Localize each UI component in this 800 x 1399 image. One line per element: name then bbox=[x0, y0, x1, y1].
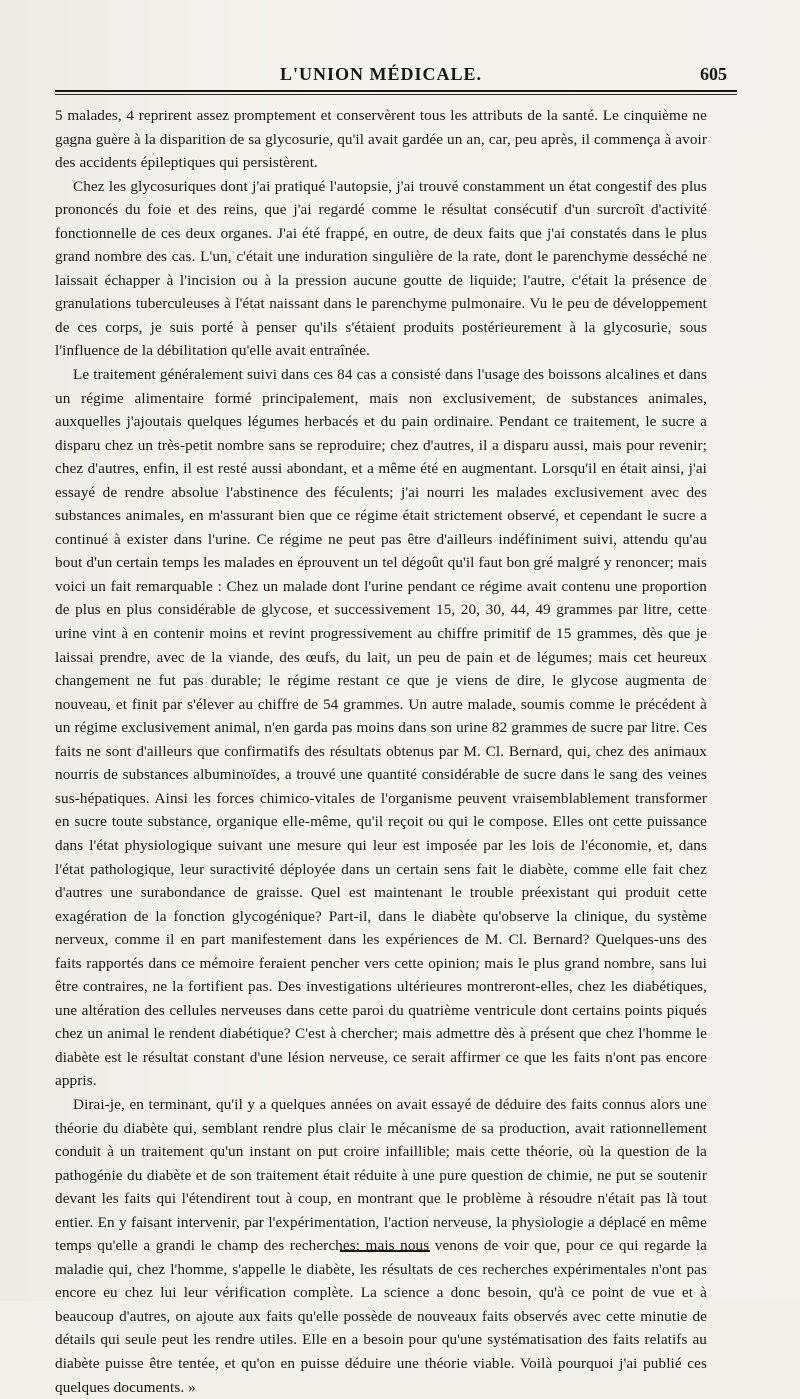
paragraph-4: Dirai-je, en terminant, qu'il y a quelques années on avait essayé de déduire des faits connus alors une théorie du diabète qui, semblant rendre plus clair le mécanisme de sa production, avait rationnellement conduit à un traitement qu'un instant on put croire infaillible; mais cette théorie, où la question de la pathogénie du diabète et de son traitement était réduite à une pure question de chimie, ne put se soutenir devant les faits qui l'étendirent tout à coup, en montrant que le problème à résoudre n'était pas là tout entier. En y faisant intervenir, par l'expérimentation, l'action nerveuse, la physiologie a déplacé en même temps qu'elle a grandi le champ des recherches; mais nous venons de voir que, pour ce qui regarde la maladie qui, chez l'homme, s'appelle le diabète, les résultats de ces recherches expérimentales n'ont pas encore eu chez lui leur vérification complète. La science a donc besoin, qu'à ce point de vue et à beaucoup d'autres, on ajoute aux faits qu'elle possède de nouveaux faits observés avec cette minutie de détails qui seule peut les rendre utiles. Elle en a besoin pour qu'une systématisation des faits relatifs au diabète puisse être tentée, et qu'on en puisse déduire une théorie viable. Voilà pourquoi j'ai publié ces quelques documents. » bbox=[55, 1095, 707, 1396]
paragraph-3: Le traitement généralement suivi dans ces 84 cas a consisté dans l'usage des boissons alcalines et dans un régime alimentaire formé principalement, mais non exclusivement, de substances animales, auxquelles j'ajoutais quelques légumes herbacés et du pain ordinaire. Pendant ce traitement, le sucre a disparu chez un très-petit nombre sans se reproduire; chez d'autres, il a disparu aussi, mais pour revenir; chez d'autres, enfin, il est resté aussi abondant, et a même été en augmentant. Lorsqu'il en était ainsi, j'ai essayé de rendre absolue l'abstinence des féculents; j'ai nourri les malades exclusivement avec des substances animales, en m'assurant bien que ce régime était strictement observé, et cependant le sucre a continué à exister dans l'urine. Ce régime ne peut pas être d'ailleurs indéfiniment suivi, attendu qu'au bout d'un certain temps les malades en éprouvent un tel dégoût qu'il faut bon gré malgré y renoncer; mais voici un fait remarquable : Chez un malade dont l'urine pendant ce régime avait contenu une proportion de plus en plus considérable de glycose, et successivement 15, 20, 30, 44, 49 grammes par litre, cette urine vint à en contenir moins et revint progressivement au chiffre primitif de 15 grammes, dès que je laissai prendre, avec de la viande, des œufs, du lait, un peu de pain et de légumes; mais cet heureux changement ne fut pas durable; le régime restant ce que je viens de dire, le glycose augmenta de nouveau, et finit par s'élever au chiffre de 54 grammes. Un autre malade, soumis comme le précédent à un régime exclusivement animal, n'en garda pas moins dans son urine 82 grammes de sucre par litre. Ces faits ne sont d'ailleurs que confirmatifs des résultats obtenus par M. Cl. Bernard, qui, chez des animaux nourris de substances albuminoïdes, a trouvé une quantité considérable de sucre dans le sang des veines sus-hépatiques. Ainsi les forces chimico-vitales de l'organisme peuvent vraisemblablement transformer en sucre toute substance, organique elle-même, qu'il reçoit ou qui le compose. Elles ont cette puissance dans l'état physiologique suivant une mesure qui leur est imposée par les lois de l'économie, et, dans l'état pathologique, leur suractivité déployée dans un certain sens fait le diabète, comme elle fait chez d'autres une surabondance de graisse. Quel est maintenant le trouble préexistant qui produit cette exagération de la fonction glycogénique? Part-il, dans le diabète qu'observe la clinique, du système nerveux, comme il en part manifestement dans les expériences de M. Cl. Bernard? Quelques-uns des faits rapportés dans ce mémoire feraient pencher vers cette opinion; mais le plus grand nombre, sans lui être contraires, ne la fortifient pas. Des investigations ultérieures montreront-elles, chez les diabétiques, une altération des cellules nerveuses dans cette paroi du quatrième ventricule dont certains points piqués chez un animal le rendent diabétique? C'est à chercher; mais admettre dès à présent que chez l'homme le diabète est le résultat constant d'une lésion nerveuse, ce serait affirmer ce que les faits n'ont pas encore appris. bbox=[55, 366, 707, 1090]
page-header bbox=[55, 52, 727, 84]
page-number: 605 bbox=[700, 64, 727, 84]
article-body bbox=[55, 104, 707, 1399]
closing-rule bbox=[340, 1250, 430, 1252]
running-title: L'UNION MÉDICALE. bbox=[279, 64, 483, 84]
header-rule-thin bbox=[55, 94, 737, 95]
paragraph-2: Chez les glycosuriques dont j'ai pratiqué l'autopsie, j'ai trouvé constamment un état congestif des plus prononcés du foie et des reins, que j'ai regardé comme le résultat consécutif d'un surcroît d'activité fonctionnelle de ces deux organes. J'ai été frappé, en outre, de deux faits que j'ai constatés dans le plus grand nombre des cas. L'un, c'était une induration singulière de la rate, dont le parenchyme desséché ne laissait échapper à l'incision ou à la pression aucune goutte de liquide; l'autre, c'était la présence de granulations tuberculeuses à l'état naissant dans le parenchyme pulmonaire. Vu le peu de développement de ces corps, je suis porté à penser qu'ils s'étaient produits postérieurement à la glycosurie, sous l'influence de la débilitation qu'elle avait entraînée. bbox=[55, 177, 707, 360]
header-rule bbox=[55, 90, 737, 92]
paragraph-1: 5 malades, 4 reprirent assez promptement et conservèrent tous les attributs de la santé. Le cinquième ne gagna guère à la disparition de sa glycosurie, qu'il avait gardée un an, car, peu après, il commença à avoir des accidents épileptiques qui persistèrent. bbox=[55, 107, 707, 172]
